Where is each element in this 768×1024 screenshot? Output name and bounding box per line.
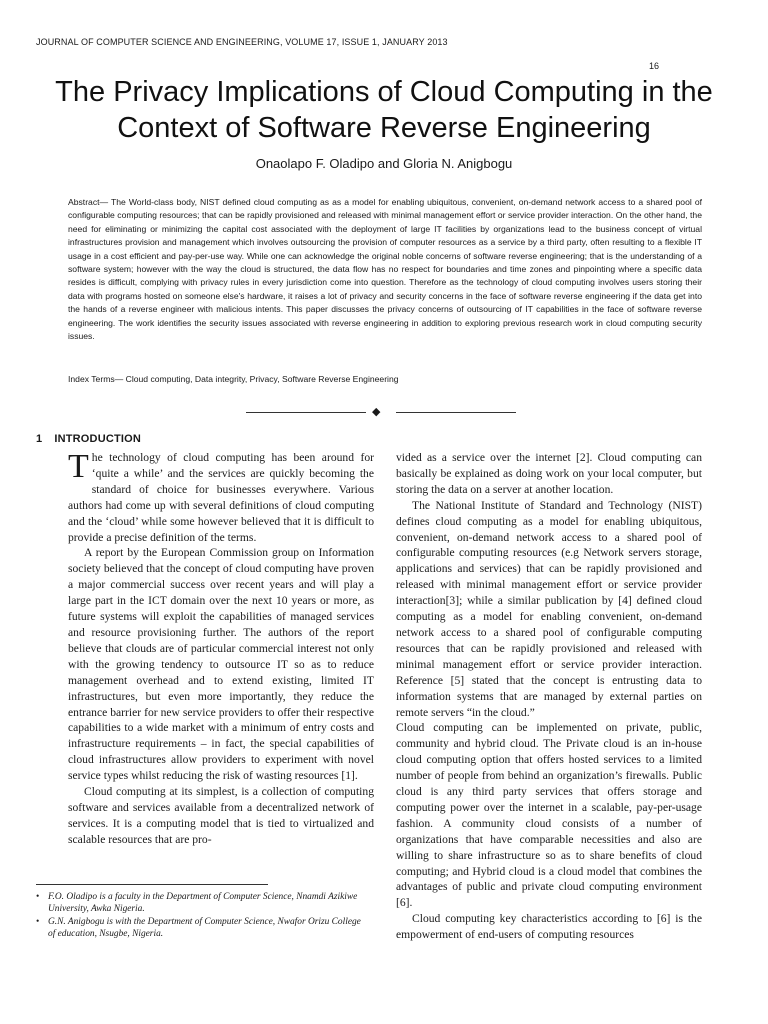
separator-line-right [396, 412, 516, 413]
footnote-text: G.N. Anigbogu is with the Department of Computer Science, Nwafor Orizu College of education, Nsugbe, Nigeria. [48, 917, 361, 939]
footnote-bullet: • [36, 917, 40, 927]
footnote-text: F.O. Oladipo is a faculty in the Department of Computer Science, Nnamdi Azikiwe University, Awka Nigeria. [48, 892, 358, 914]
section-number: 1 [36, 433, 43, 445]
footnote [36, 916, 366, 940]
diamond-icon: ◆ [372, 405, 381, 418]
footnotes [36, 891, 366, 941]
intro-paragraph-2: A report by the European Commission group on Information society believed that the concept of cloud computing have proven a major commercial success over recent years and will play a large part in the ICT domain over the next 10 years or more, as future systems will exploit the capabilities of managed services and resource provisioning further. The authors of the report believe that clouds are of particular commercial interest not only with the growing tendency to outsource IT so as to reduce management overhead and to extend existing, limited IT infrastructures, but even more importantly, they reduce the entrance barrier for new service providers to offer their respective capabilities to a wide market with a minimum of entry costs and infrastructure requirements – in fact, the special capabilities of cloud infrastructures allow providers to experiment with novel service types whilst reducing the risk of wasting resources [1]. [68, 546, 374, 783]
footnote [36, 891, 366, 915]
section-heading [36, 433, 141, 445]
intro-paragraph-3-cont: vided as a service over the internet [2]. Cloud computing can basically be explained as doing work on your local computer, but storing the data on a server at another location. [396, 451, 702, 496]
intro-paragraph-4: The National Institute of Standard and Technology (NIST) defines cloud computing as a model for enabling ubiquitous, convenient, on-demand network access to a shared pool of configurable computing resources (e.g Network servers storage, applications and services) that can be rapidly provisioned and released with minimal management effort or service provider interaction[3]; while a similar publication by [4] defined cloud computing as a model for enabling convenient, on-demand network access to a shared pool of configurable computing resources that can be rapidly provisioned and released with minimal management effort or service provider interaction. Reference [5] stated that the concept is entrusting data to information systems that are managed by external parties on remote servers “in the cloud.” [396, 498, 702, 719]
intro-paragraph-1-text: he technology of cloud computing has been around for ‘quite a while’ and the services are quickly becoming the standard of choice for businesses everywhere. Various authors had come up with several definitions of cloud computing and the ‘cloud’ while some however believed that it is difficult to provide a precise definition of the terms. [68, 451, 374, 544]
footnote-bullet: • [36, 892, 40, 902]
index-terms: Index Terms— Cloud computing, Data integrity, Privacy, Software Reverse Engineering [68, 374, 399, 384]
drop-cap: T [68, 448, 89, 485]
footnote-rule [36, 884, 268, 885]
page-number: 16 [649, 61, 660, 71]
paper-title: The Privacy Implications of Cloud Computing in the Context of Software Reverse Engineering [55, 76, 713, 144]
journal-header: JOURNAL OF COMPUTER SCIENCE AND ENGINEERING, VOLUME 17, ISSUE 1, JANUARY 2013 [36, 37, 448, 47]
intro-paragraph-3: Cloud computing at its simplest, is a collection of computing software and services available from a decentralized network of services. It is a computing model that is tied to virtualized and scalable resources that are pro- [68, 785, 374, 846]
left-column [68, 450, 374, 848]
section-title: INTRODUCTION [54, 433, 142, 445]
author-list: Onaolapo F. Oladipo and Gloria N. Anigbogu [255, 156, 513, 171]
right-column [396, 450, 702, 943]
separator-line-left [246, 412, 366, 413]
intro-paragraph-5: Cloud computing can be implemented on private, public, community and hybrid cloud. The Private cloud is an in-house cloud computing option that offers hosted services to a limited number of people from behind an organization’s firewalls. Public cloud is any third party services that offers storage and computing power over the internet in a scalable, pay-per-usage fashion. A community cloud consists of a number of organizations that have comparable necessities and also are willing to share infrastructure so as to share benefits of cloud computing; and Hybrid cloud is a cloud model that combines the advantages of public and private cloud computing environment [6]. [396, 721, 702, 910]
intro-paragraph-6: Cloud computing key characteristics according to [6] is the empowerment of end-users of computing resources [396, 912, 702, 942]
abstract: Abstract— The World-class body, NIST defined cloud computing as as a model for enabling ubiquitous, convenient, on-demand network access to a shared pool of configurable computing resources; that can be rapidly provisioned and released with minimal management effort or service provider interaction. On the other hand, the need for eliminating or minimizing the capital cost associated with the deployment of large IT facilities by organizations lead to the business concept of virtual infrastructures provision and management which involves outsourcing the provision of computer resources as a service by a third party, often resulting to a flexible IT usage in a cost efficient and pay-per-use way. While one can acknowledge the original noble concerns of software reverse engineering; that is the understanding of a software system; however with the way the cloud is structured, the data flow has no respect for boundaries and time zones and pinpointing where a specific data resides is difficult, complying with privacy rules in every jurisdiction come into question. Therefore as the technology of cloud computing involves users storing their data with programs hosted on someone else's hardware, it raises a lot of privacy and security concerns in the face of software reverse engineering if the data get into the hands of a reverse engineer with malicious intents. This paper discusses the privacy concerns of outsourcing of IT capabilities in the face of software reverse engineering. The work identifies the security issues associated with reverse engineering in addition to exploring previous research work in cloud computing security issues. [68, 197, 702, 342]
intro-paragraph-1 [68, 450, 374, 545]
